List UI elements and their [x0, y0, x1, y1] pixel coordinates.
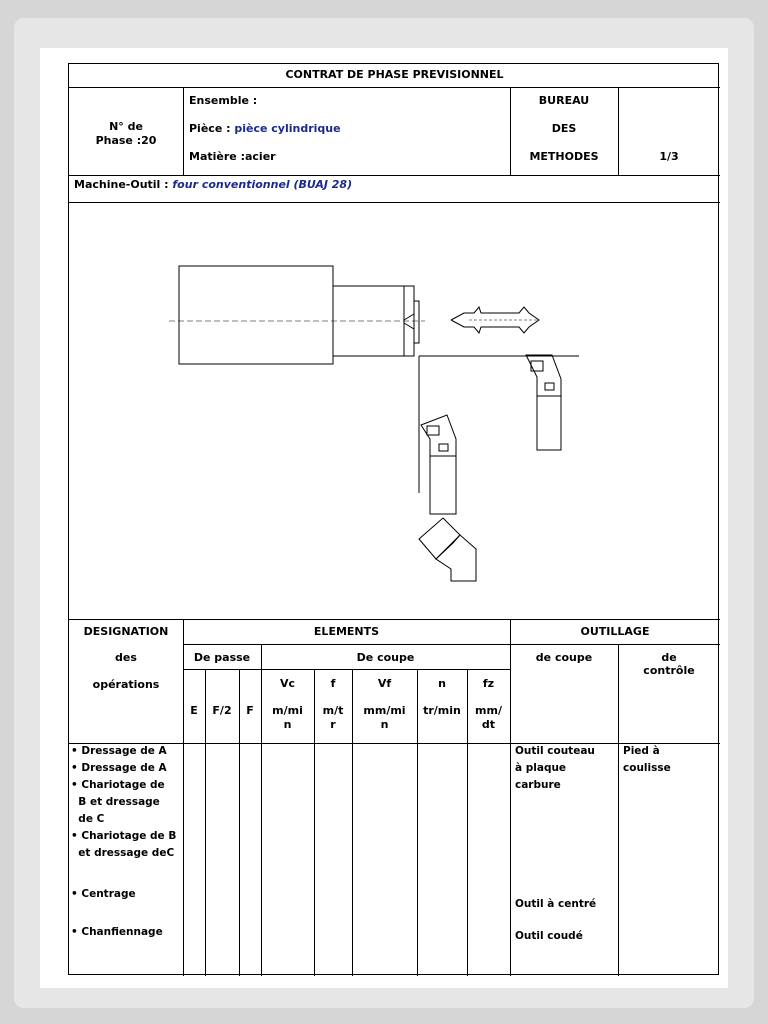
- machining-drawing: [69, 203, 719, 618]
- operation-item: B et dressage: [71, 796, 160, 808]
- bureau-label: BUREAU: [538, 94, 590, 107]
- col-f: F: [246, 704, 254, 717]
- operation-item: de C: [71, 813, 105, 825]
- col-vf-unit: mm/mi: [363, 704, 406, 717]
- col-e: E: [190, 704, 198, 717]
- col-vf: Vf: [377, 677, 392, 690]
- outillage-header: OUTILLAGE: [580, 625, 650, 638]
- outil-coupe-item: Outil couteau: [515, 745, 595, 757]
- divider: [69, 175, 720, 176]
- divider: [261, 644, 262, 976]
- ensemble-label: Ensemble :: [189, 94, 258, 107]
- de-coupe-header: De coupe: [356, 651, 415, 664]
- col-f-unit: m/t: [322, 704, 344, 717]
- elements-header: ELEMENTS: [313, 625, 380, 638]
- outil-coupe-item: à plaque: [515, 762, 567, 774]
- outil-coupe-item: Outil à centré: [515, 898, 597, 910]
- divider: [183, 619, 184, 976]
- col-f-feed: f: [330, 677, 336, 690]
- machine-outil-field: Machine-Outil : four conventionnel (BUAJ 28): [74, 178, 353, 191]
- col-vc-unit: m/mi: [272, 704, 303, 717]
- operation-item: • Dressage de A: [71, 745, 167, 757]
- de-passe-header: De passe: [193, 651, 251, 664]
- col-n: n: [438, 677, 446, 690]
- divider: [69, 619, 720, 620]
- page-number: 1/3: [659, 150, 679, 163]
- col-vc-unit: n: [283, 718, 292, 731]
- col-vf-unit: n: [380, 718, 389, 731]
- bureau-label: METHODES: [529, 150, 599, 163]
- col-f-unit: r: [330, 718, 336, 731]
- outil-controle-header: contrôle: [643, 664, 695, 677]
- designation-header: opérations: [92, 678, 160, 691]
- col-fz-unit: dt: [481, 718, 496, 731]
- workpiece-body: [179, 266, 333, 364]
- operation-item: • Centrage: [71, 888, 136, 900]
- left-cutting-tool: [421, 415, 456, 514]
- contrat-de-phase-table: [68, 63, 719, 975]
- outil-coupe-item: carbure: [515, 779, 561, 791]
- col-f2: F/2: [212, 704, 232, 717]
- col-vc: Vc: [279, 677, 296, 690]
- phase-number-value: Phase :20: [95, 134, 157, 147]
- divider: [183, 87, 184, 175]
- col-n-unit: tr/min: [423, 704, 461, 717]
- operation-item: • Chanfiennage: [71, 926, 163, 938]
- operation-item: et dressage deC: [71, 847, 175, 859]
- outil-controle-item: Pied à: [623, 745, 660, 757]
- workpiece-end: [414, 301, 419, 343]
- designation-header: des: [115, 651, 137, 664]
- matiere-field: Matière :acier: [189, 150, 276, 163]
- center-drill-tool: [451, 307, 539, 333]
- operation-item: • Dressage de A: [71, 762, 167, 774]
- piece-field: Pièce : pièce cylindrique: [189, 122, 341, 135]
- divider: [618, 644, 619, 976]
- divider: [183, 644, 720, 645]
- outil-coupe-item: Outil coudé: [515, 930, 583, 942]
- operation-item: • Chariotage de B: [71, 830, 177, 842]
- divider: [510, 619, 511, 976]
- bent-chamfer-tool: [419, 518, 476, 581]
- outil-controle-item: coulisse: [623, 762, 671, 774]
- right-cutting-tool: [526, 355, 561, 450]
- page-title: CONTRAT DE PHASE PREVISIONNEL: [285, 68, 504, 81]
- col-fz-unit: mm/: [475, 704, 502, 717]
- outil-coupe-header: de coupe: [535, 651, 593, 664]
- divider: [69, 87, 720, 88]
- col-fz: fz: [482, 677, 495, 690]
- outil-controle-header: de: [661, 651, 677, 664]
- operation-item: • Chariotage de: [71, 779, 165, 791]
- bureau-label: DES: [551, 122, 577, 135]
- phase-number-label: N° de: [109, 120, 143, 133]
- divider: [69, 743, 720, 744]
- designation-header: DESIGNATION: [83, 625, 169, 638]
- divider: [183, 669, 510, 670]
